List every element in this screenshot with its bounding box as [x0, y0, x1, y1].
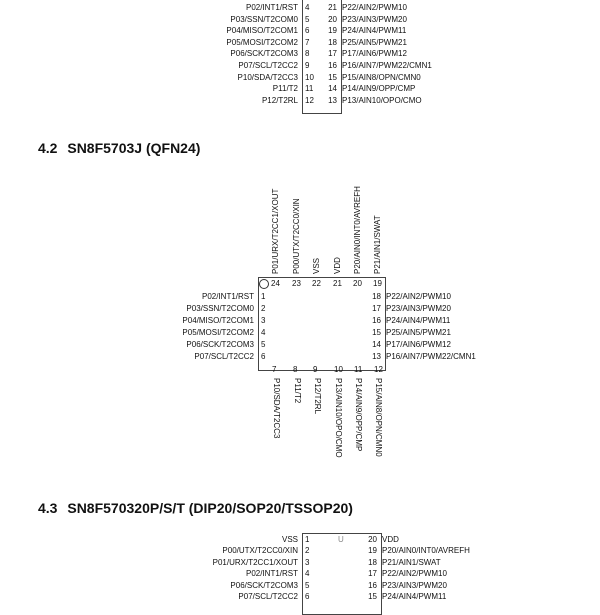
- pin-label: P15/AIN8/OPN/CMN0: [342, 72, 421, 82]
- pin-label: P10/SDA/T2CC3: [237, 72, 298, 82]
- pin-number: 19: [373, 279, 382, 288]
- pin-label: VSS: [312, 257, 321, 274]
- pin-number: 21: [328, 3, 337, 12]
- pin-number: 10: [334, 365, 343, 374]
- pin-label: P07/SCL/T2CC2: [238, 61, 298, 70]
- pin-label: P20/AIN0/INT0/AVREFH: [382, 546, 470, 556]
- pin-number: 4: [305, 569, 310, 579]
- pin-number: 5: [305, 14, 310, 24]
- pin-number: 15: [368, 592, 377, 601]
- pin-label: P14/AIN9/OPP/CMP: [354, 378, 363, 452]
- pin-label: P22/AIN2/PWM10: [342, 3, 407, 12]
- pin-label: P02/INT1/RST: [201, 292, 254, 301]
- pin-label: P01/URX/T2CC1/XOUT: [212, 557, 298, 567]
- pin-label: VDD: [382, 535, 399, 544]
- pin-label: P01/URX/T2CC1/XOUT: [271, 188, 280, 274]
- pin-label: P05/MOSI/T2COM2: [182, 328, 254, 337]
- pin-label: P04/MISO/T2COM1: [182, 316, 254, 325]
- pin-number: 4: [305, 3, 310, 12]
- pin-number: 2: [261, 304, 266, 313]
- pin-label: VDD: [333, 257, 342, 274]
- pin-number: 23: [292, 279, 301, 288]
- pin-number: 13: [372, 352, 381, 361]
- pin-number: 20: [353, 279, 362, 288]
- pin-label: P25/AIN5/PWM21: [386, 328, 451, 337]
- pin-number: 16: [368, 580, 377, 590]
- pin-label: P20/AIN0/INT0/AVREFH: [353, 186, 362, 274]
- pin-label: P00/UTX/T2CC0/XIN: [222, 546, 298, 556]
- pin-label: P03/SSN/T2COM0: [230, 14, 298, 24]
- pin-number: 18: [368, 557, 377, 567]
- pin-number: 11: [305, 84, 314, 94]
- pin-label: P06/SCK/T2COM3: [230, 49, 298, 59]
- pin-label: P05/MOSI/T2COM2: [226, 37, 298, 47]
- pin-number: 2: [305, 546, 310, 556]
- pin-number: 14: [328, 84, 337, 94]
- pin-label: P24/AIN4/PWM11: [382, 592, 447, 601]
- pin-number: 20: [328, 14, 337, 24]
- section-heading: [38, 140, 206, 156]
- pin-number: 8: [293, 365, 298, 374]
- pin-number: 15: [328, 72, 337, 82]
- pin-label: P06/SCK/T2COM3: [186, 340, 254, 349]
- pin-label: P12/T2RL: [261, 95, 298, 105]
- pin-number: 22: [312, 279, 321, 288]
- pin-number: 5: [305, 580, 310, 590]
- pin-label: P03/SSN/T2COM0: [186, 304, 254, 313]
- pin-number: 1: [261, 292, 266, 301]
- pin-label: P22/AIN2/PWM10: [386, 292, 451, 301]
- pin-number: 17: [328, 49, 337, 59]
- pin-label: P23/AIN3/PWM20: [342, 14, 407, 24]
- section-number: 4.3: [38, 500, 58, 516]
- pin-label: P23/AIN3/PWM20: [382, 580, 447, 590]
- pin-number: 6: [261, 352, 266, 361]
- section-number: 4.2: [38, 140, 58, 156]
- pin-number: 13: [328, 95, 337, 105]
- pin-label: P10/SDA/T2CC3: [272, 378, 281, 439]
- pin-label: P14/AIN9/OPP/CMP: [342, 84, 416, 94]
- pin-label: P21/AIN1/SWAT: [382, 557, 441, 567]
- pin-number: 11: [354, 365, 363, 374]
- pin-number: 7: [305, 37, 310, 47]
- pin-label: P24/AIN4/PWM11: [342, 26, 407, 36]
- pin-label: P07/SCL/T2CC2: [194, 352, 254, 361]
- pin-label: P24/AIN4/PWM11: [386, 316, 451, 325]
- pin-number: 24: [271, 279, 280, 288]
- pin-number: 5: [261, 340, 266, 349]
- pin-label: P12/T2RL: [313, 378, 322, 415]
- pin-number: 14: [372, 340, 381, 349]
- pin-number: 16: [328, 61, 337, 70]
- pin-label: P00/UTX/T2CC0/XIN: [292, 198, 301, 274]
- pin-label: P13/AIN10/OPO/CMO: [334, 378, 343, 458]
- pin-label: P11/T2: [272, 84, 298, 94]
- pin-number: 6: [305, 592, 310, 601]
- pin-number: 19: [368, 546, 377, 556]
- pin-label: P21/AIN1/SWAT: [373, 215, 382, 274]
- pin-label: P02/INT1/RST: [245, 569, 298, 579]
- pin-label: P11/T2: [293, 378, 302, 404]
- pin-label: P13/AIN10/OPO/CMO: [342, 95, 422, 105]
- pin-label: P17/AIN6/PWM12: [386, 340, 451, 349]
- pin-number: 9: [313, 365, 318, 374]
- pin-number: 15: [372, 328, 381, 337]
- pin-label: P23/AIN3/PWM20: [386, 304, 451, 313]
- section-title: SN8F570320P/S/T (DIP20/SOP20/TSSOP20): [67, 500, 353, 516]
- section-heading: [38, 500, 359, 516]
- pin-number: 21: [333, 279, 342, 288]
- pin-number: 18: [372, 292, 381, 301]
- pin-number: 20: [368, 535, 377, 544]
- pin-number: 4: [261, 328, 266, 337]
- section-title: SN8F5703J (QFN24): [67, 140, 201, 156]
- pin-label: P04/MISO/T2COM1: [226, 26, 298, 36]
- pin-number: 19: [328, 26, 337, 36]
- pin-number: 18: [328, 37, 337, 47]
- pin-number: 16: [372, 316, 381, 325]
- pin-label: P02/INT1/RST: [245, 3, 298, 12]
- pin-label: P25/AIN5/PWM21: [342, 37, 407, 47]
- pin-number: 3: [305, 557, 310, 567]
- pin-label: P07/SCL/T2CC2: [238, 592, 298, 601]
- pin-number: 12: [374, 365, 383, 374]
- pin1-marker: [259, 279, 269, 289]
- pin-label: P17/AIN6/PWM12: [342, 49, 407, 59]
- pin-number: 12: [305, 95, 314, 105]
- pin-label: P22/AIN2/PWM10: [382, 569, 447, 579]
- pin-label: P15/AIN8/OPN/CMN0: [374, 378, 383, 457]
- pin-number: 7: [272, 365, 277, 374]
- pin-number: 17: [372, 304, 381, 313]
- chip-notch: U: [338, 535, 344, 544]
- pin-number: 17: [368, 569, 377, 579]
- pin-number: 3: [261, 316, 266, 325]
- pin-label: P16/AIN7/PWM22/CMN1: [342, 61, 432, 70]
- pin-label: VSS: [281, 535, 298, 544]
- pin-number: 1: [305, 535, 310, 544]
- chip-body: [258, 277, 386, 371]
- pin-number: 9: [305, 61, 310, 70]
- pin-label: P06/SCK/T2COM3: [230, 580, 298, 590]
- pin-label: P16/AIN7/PWM22/CMN1: [386, 352, 476, 361]
- pin-number: 8: [305, 49, 310, 59]
- pin-number: 10: [305, 72, 314, 82]
- pin-number: 6: [305, 26, 310, 36]
